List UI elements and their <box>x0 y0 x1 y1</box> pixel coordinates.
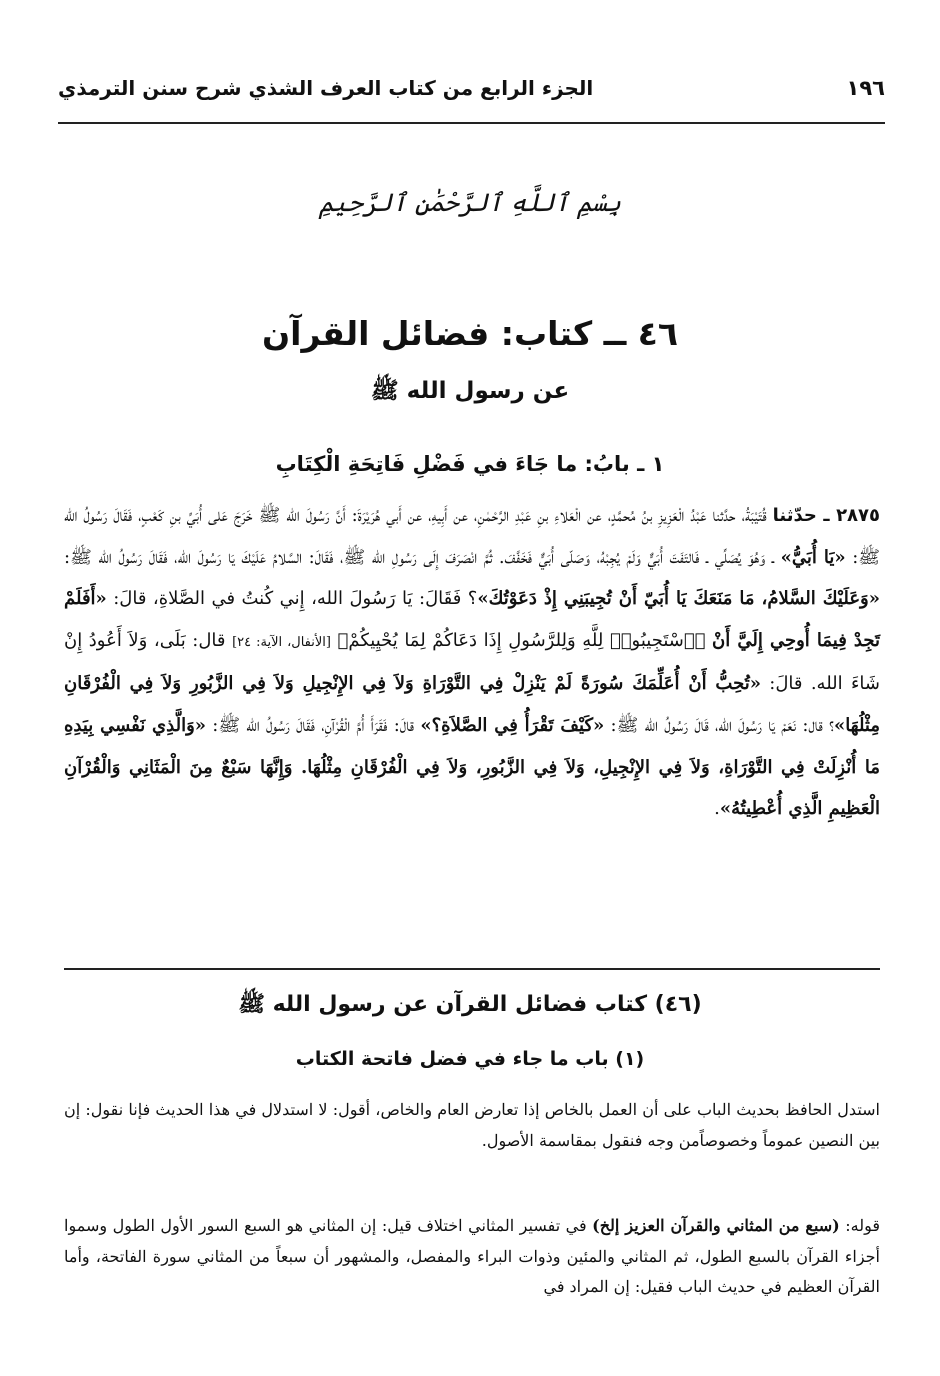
running-title: الجزء الرابع من كتاب العرف الشذي شرح سنن الترمذي <box>58 76 594 100</box>
hadith-quote: «كَيْفَ تَقْرَأُ فِي الصَّلاَةِ؟» <box>420 714 605 736</box>
quran-verse: ﴿ٱسْتَجِيبُوا۟ لِلَّهِ وَلِلرَّسُولِ إِذَا دَعَاكُمْ لِمَا يُحْيِيكُمْ﴾ <box>330 629 713 651</box>
section-divider <box>64 968 880 970</box>
hadith-quote: «تُحِبُّ أَنْ أُعَلِّمَكَ سُورَةً لَمْ يَنْزِلْ فِي التَّوْرَاةِ وَلاَ فِي الإِنْجِيلِ وَلاَ فِي الزَّبُورِ وَلاَ فِي الْفُرْقَانِ مِثْلُهَا» <box>64 673 881 736</box>
hadith-quote: «وَعَلَيْكَ السَّلامُ، مَا مَنَعَكَ يَا أُبَيّ أَنْ تُجِيبَنِي إِذْ دَعَوْتُكَ» <box>477 588 881 610</box>
commentary-lead: (سبع من المثاني والقرآن العزيز إلخ) <box>592 1216 840 1235</box>
book-title: ٤٦ ــ كتاب: فضائل القرآن <box>261 314 679 353</box>
hadith-segment: ـ وَهُوَ يُصَلِّي ـ فَالتَفَتَ أُبَيٌّ وَلَمْ يُجِبْهُ، وَصَلّى أُبَيٌّ فَخَفَّفَ. ثُمَّ انْصَرَفَ إِلَى رَسُولِ الله ﷺ، فَقَالَ: السَّلامُ عَلَيْكَ يَا رَسُولَ الله، فَقَالَ رَسُولُ الله ﷺ: <box>64 546 781 568</box>
hadith-segment: قال: بَلَى، وَلاَ أَعُودُ إِنْ شَاءَ الله. قالَ: <box>64 629 880 695</box>
page-number: ١٩٦ <box>846 76 885 100</box>
commentary-paragraph: استدل الحافظ بحديث الباب على أن العمل بالخاص إذا تعارض العام والخاص، أقول: لا استدلال في هذا الحديث فإنا نقول: إن بين النصين عموماً وخصوصاًمن وجه فنقول بمقاسمة الأصول. <box>64 1100 880 1150</box>
basmala: بِسْمِ ٱللَّهِ ٱلرَّحْمَٰنِ ٱلرَّحِيمِ <box>318 188 622 217</box>
hadith-quote: «يَا أُبَيُّ» <box>780 546 846 568</box>
hadith-segment: . <box>714 798 720 820</box>
hadith-quote: «وَالَّذِي نَفْسِي بِيَدِهِ مَا أُنْزِلَتْ فِي التَّوْرَاةِ، وَلاَ فِي الإِنْجِيلِ، وَلاَ فِي الزَّبُورِ، وَلاَ فِي الْفُرْقَانِ مِثْلُهَا. وَإِنَّهَا سَبْعٌ مِنَ الْمَثَانِي وَالْقُرْآنِ الْعَظِيمِ الَّذِي أُعْطِيتُهُ» <box>64 714 880 820</box>
hadith-segment: قالَ: فَقَرَأَ أُمَّ الْقُرْآنِ، فَقَالَ رَسُولُ الله ﷺ: <box>206 714 421 736</box>
commentary-text: في تفسير المثاني اختلاف قيل: إن المثاني هو السبع السور الأول الطول وسموا أجزاء القرآن بالسبع الطول، ثم المثاني والمئين وذوات البراء والمفصل، والمشهور أن سبعاً من المثاني سورة الفاتحة، وأما القرآن العظيم في حديث الباب فقيل: إن المراد في <box>64 1216 880 1296</box>
hadith-text <box>64 495 880 830</box>
hadith-segment: قُتَيْبَةُ، حدَّثنا عَبْدُ الْعَزِيزِ بنُ مُحمَّدٍ، عن الْعَلاءِ بنِ عَبْدِ الرَّحْمٰنِ، عن أَبِيهِ، عن أَبي هُرَيْرَةَ: أَنَّ رَسُولَ الله ﷺ خَرَجَ عَلى أُبَيِّ بنِ كَعْبٍ، فَقَالَ رَسُولُ الله ﷺ: <box>64 505 881 568</box>
commentary-chapter: (١) باب ما جاء في فضل فاتحة الكتاب <box>295 1048 645 1070</box>
hadith-segment: ؟ فَقَالَ: يَا رَسُولَ الله، إِني كُنتُ في الصَّلاةِ، قالَ: <box>106 588 478 610</box>
hadith-number: ٢٨٧٥ ـ حدّثنا <box>772 505 881 526</box>
commentary-paragraph <box>64 1211 880 1303</box>
hadith-segment: ؟ قال: نَعَمْ يَا رَسُولَ الله، قَالَ رَسُولُ الله ﷺ: <box>604 714 834 736</box>
chapter-heading: ١ ـ بابُ: ما جَاءَ في فَضْلِ فَاتِحَةِ الْكِتَابِ <box>275 452 665 476</box>
commentary-title: (٤٦) كتاب فضائل القرآن عن رسول الله ﷺ <box>238 992 702 1017</box>
hadith-quote: «أَفَلَمْ تَجِدْ فِيمَا أُوحِي إِلَيَّ أَنْ <box>64 588 880 651</box>
quran-reference: [الأنفال، الآية: ٢٤] <box>232 634 331 650</box>
book-subtitle: عن رسول الله ﷺ <box>370 378 570 404</box>
commentary-prefix: قوله: <box>839 1216 881 1235</box>
header-rule <box>58 122 885 124</box>
running-header <box>58 70 885 106</box>
